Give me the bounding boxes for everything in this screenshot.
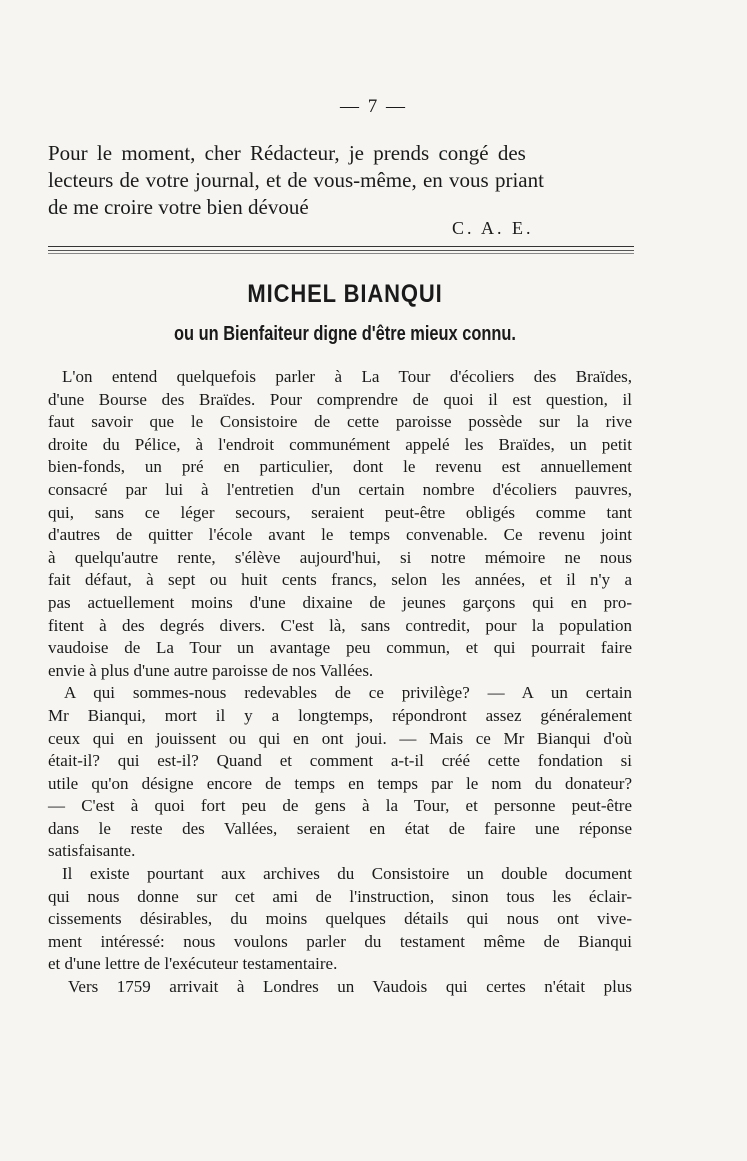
body-line: fait défaut, à sept ou huit cents francs, selon les années, et il n'y a	[48, 570, 632, 590]
letter-closing	[48, 140, 638, 221]
article-title: MICHEL BIANQUI	[247, 280, 443, 308]
body-line: à quelqu'autre rente, s'élève aujourd'hui, si notre mémoire ne nous	[48, 547, 632, 567]
body-line: était-il? qui est-il? Quand et comment a-t-il créé cette fondation si	[48, 751, 632, 771]
body-line: d'une Bourse des Braïdes. Pour comprendre de quoi il est question, il	[48, 389, 632, 409]
body-line: cissements désirables, du moins quelques détails qui nous ont vive-	[48, 909, 632, 929]
body-line: Mr Bianqui, mort il y a longtemps, répondront assez généralement	[48, 705, 632, 725]
body-line: — C'est à quoi fort peu de gens à la Tour, et personne peut-être	[48, 796, 632, 816]
signature: C. A. E.	[452, 218, 534, 238]
body-line: Vers 1759 arrivait à Londres un Vaudois qui certes n'était plus	[68, 977, 632, 997]
body-line: faut savoir que le Consistoire de cette paroisse possède sur la rive	[48, 412, 632, 432]
body-line: ment intéressé: nous voulons parler du testament même de Bianqui	[48, 931, 632, 951]
page-number: — 7 —	[340, 96, 407, 117]
body-line: droite du Pélice, à l'endroit communément appelé les Braïdes, un petit	[48, 434, 632, 454]
article-subtitle: ou un Bienfaiteur digne d'être mieux connu.	[174, 323, 516, 345]
body-line: fitent à des degrés divers. C'est là, sans contredit, pour la population	[48, 615, 632, 635]
body-line: envie à plus d'une autre paroisse de nos Vallées.	[48, 660, 374, 680]
body-line: bien-fonds, un pré en particulier, dont le revenu est annuellement	[48, 457, 632, 477]
body-line: ceux qui en jouissent ou qui en ont joui. — Mais ce Mr Bianqui d'où	[48, 728, 632, 748]
body-line: dans le reste des Vallées, seraient en état de faire une réponse	[48, 818, 632, 838]
body-line: d'autres de quitter l'école avant le temps convenable. Ce revenu joint	[48, 525, 632, 545]
letter-line: de me croire votre bien dévoué	[48, 195, 309, 219]
body-line: vaudoise de La Tour un avantage peu commun, et qui pourrait faire	[48, 638, 632, 658]
body-line: qui, sans ce léger secours, seraient peut-être obligés comme tant	[48, 502, 632, 522]
section-divider	[48, 246, 634, 254]
body-line: utile qu'on désigne encore de temps en temps par le nom du donateur?	[48, 773, 632, 793]
body-line: qui nous donne sur cet ami de l'instruction, sinon tous les éclair-	[48, 886, 632, 906]
letter-line: lecteurs de votre journal, et de vous-même, en vous priant	[48, 168, 544, 192]
article-body	[48, 366, 632, 999]
body-line: satisfaisante.	[48, 841, 136, 861]
body-line: A qui sommes-nous redevables de ce privilège? — A un certain	[64, 683, 632, 703]
letter-line: Pour le moment, cher Rédacteur, je prends congé des	[48, 141, 526, 165]
body-line: L'on entend quelquefois parler à La Tour d'écoliers des Braïdes,	[62, 367, 632, 386]
body-line: et d'une lettre de l'exécuteur testamentaire.	[48, 954, 338, 974]
body-line: consacré par lui à l'entretien d'un certain nombre d'écoliers pauvres,	[48, 479, 632, 499]
body-line: Il existe pourtant aux archives du Consistoire un double document	[62, 864, 632, 884]
body-line: pas actuellement moins d'une dixaine de jeunes garçons qui en pro-	[48, 592, 632, 612]
